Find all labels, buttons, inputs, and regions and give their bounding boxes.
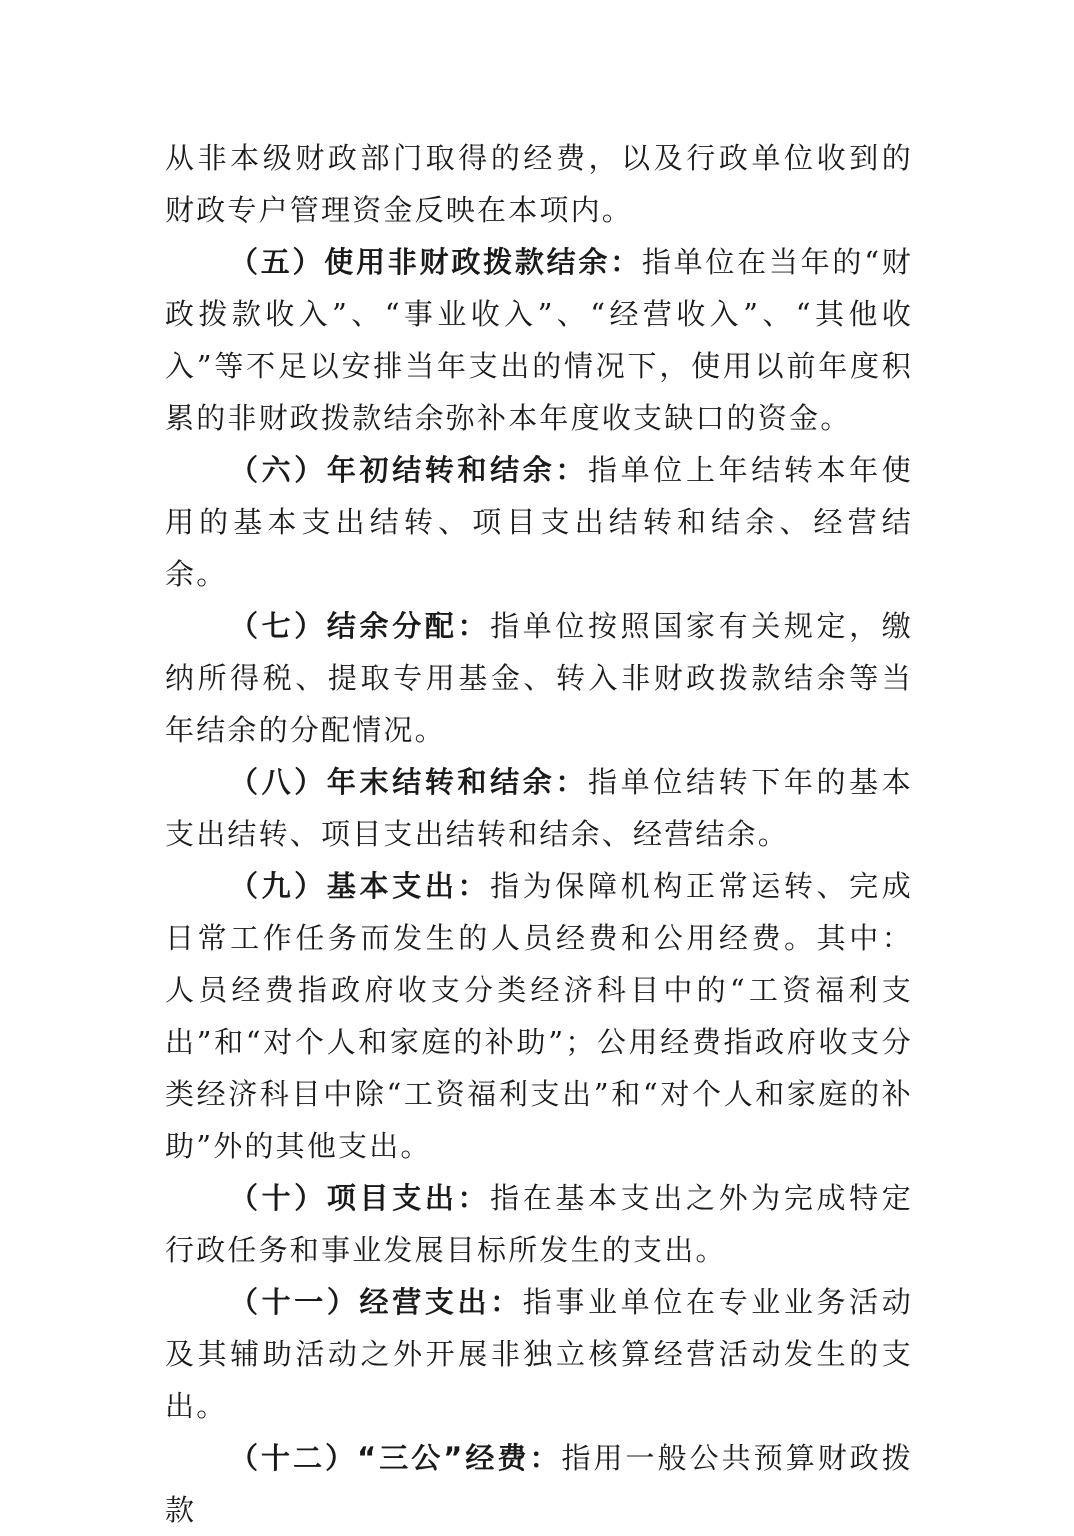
paragraph-text: 从非本级财政部门取得的经费，以及行政单位收到的财政专户管理资金反映在本项内。 (165, 141, 913, 227)
paragraph-text: 指在基本支出之外为完成特定行政任务和事业发展目标所发生的支出。 (165, 1181, 913, 1267)
paragraph-item-6 (165, 444, 913, 600)
item-heading: （七）结余分配： (229, 609, 491, 643)
paragraph-continuation (165, 132, 913, 236)
paragraph-text: 指单位上年结转本年使用的基本支出结转、项目支出结转和结余、经营结余。 (165, 453, 913, 591)
paragraph-text: 指用一般公共预算财政拨款 (165, 1441, 914, 1527)
paragraph-item-8 (165, 756, 913, 860)
item-heading: （十一）经营支出： (229, 1285, 523, 1319)
paragraph-text: 指为保障机构正常运转、完成日常工作任务而发生的人员经费和公用经费。其中：人员经费指政府收支分类经济科目中的“工资福利支出”和“对个人和家庭的补助”；公用经费指政府收支分类经济科目中除“工资福利支出”和“对个人和家庭的补助”外的其他支出。 (165, 869, 913, 1163)
item-heading: （十）项目支出： (229, 1181, 491, 1215)
paragraph-item-7 (165, 600, 913, 756)
item-heading: （六）年初结转和结余： (229, 453, 589, 487)
paragraph-item-12 (165, 1432, 913, 1536)
paragraph-text: 指事业单位在专业业务活动及其辅助活动之外开展非独立核算经营活动发生的支出。 (165, 1285, 913, 1423)
paragraph-item-5 (165, 236, 913, 444)
paragraph-text: 指单位在当年的“财政拨款收入”、“事业收入”、“经营收入”、“其他收入”等不足以安排当年支出的情况下，使用以前年度积累的非财政拨款结余弥补本年度收支缺口的资金。 (165, 245, 913, 435)
paragraph-item-9 (165, 860, 913, 1172)
paragraph-text: 指单位结转下年的基本支出结转、项目支出结转和结余、经营结余。 (165, 765, 913, 851)
paragraph-item-11 (165, 1276, 913, 1432)
paragraph-item-10 (165, 1172, 913, 1276)
document-page (165, 132, 913, 1536)
item-heading: （八）年末结转和结余： (229, 765, 589, 799)
item-heading: （九）基本支出： (229, 869, 491, 903)
paragraph-text: 指单位按照国家有关规定，缴纳所得税、提取专用基金、转入非财政拨款结余等当年结余的分配情况。 (165, 609, 913, 747)
item-heading: （十二）“三公”经费： (229, 1441, 562, 1475)
item-heading: （五）使用非财政拨款结余： (229, 245, 642, 279)
